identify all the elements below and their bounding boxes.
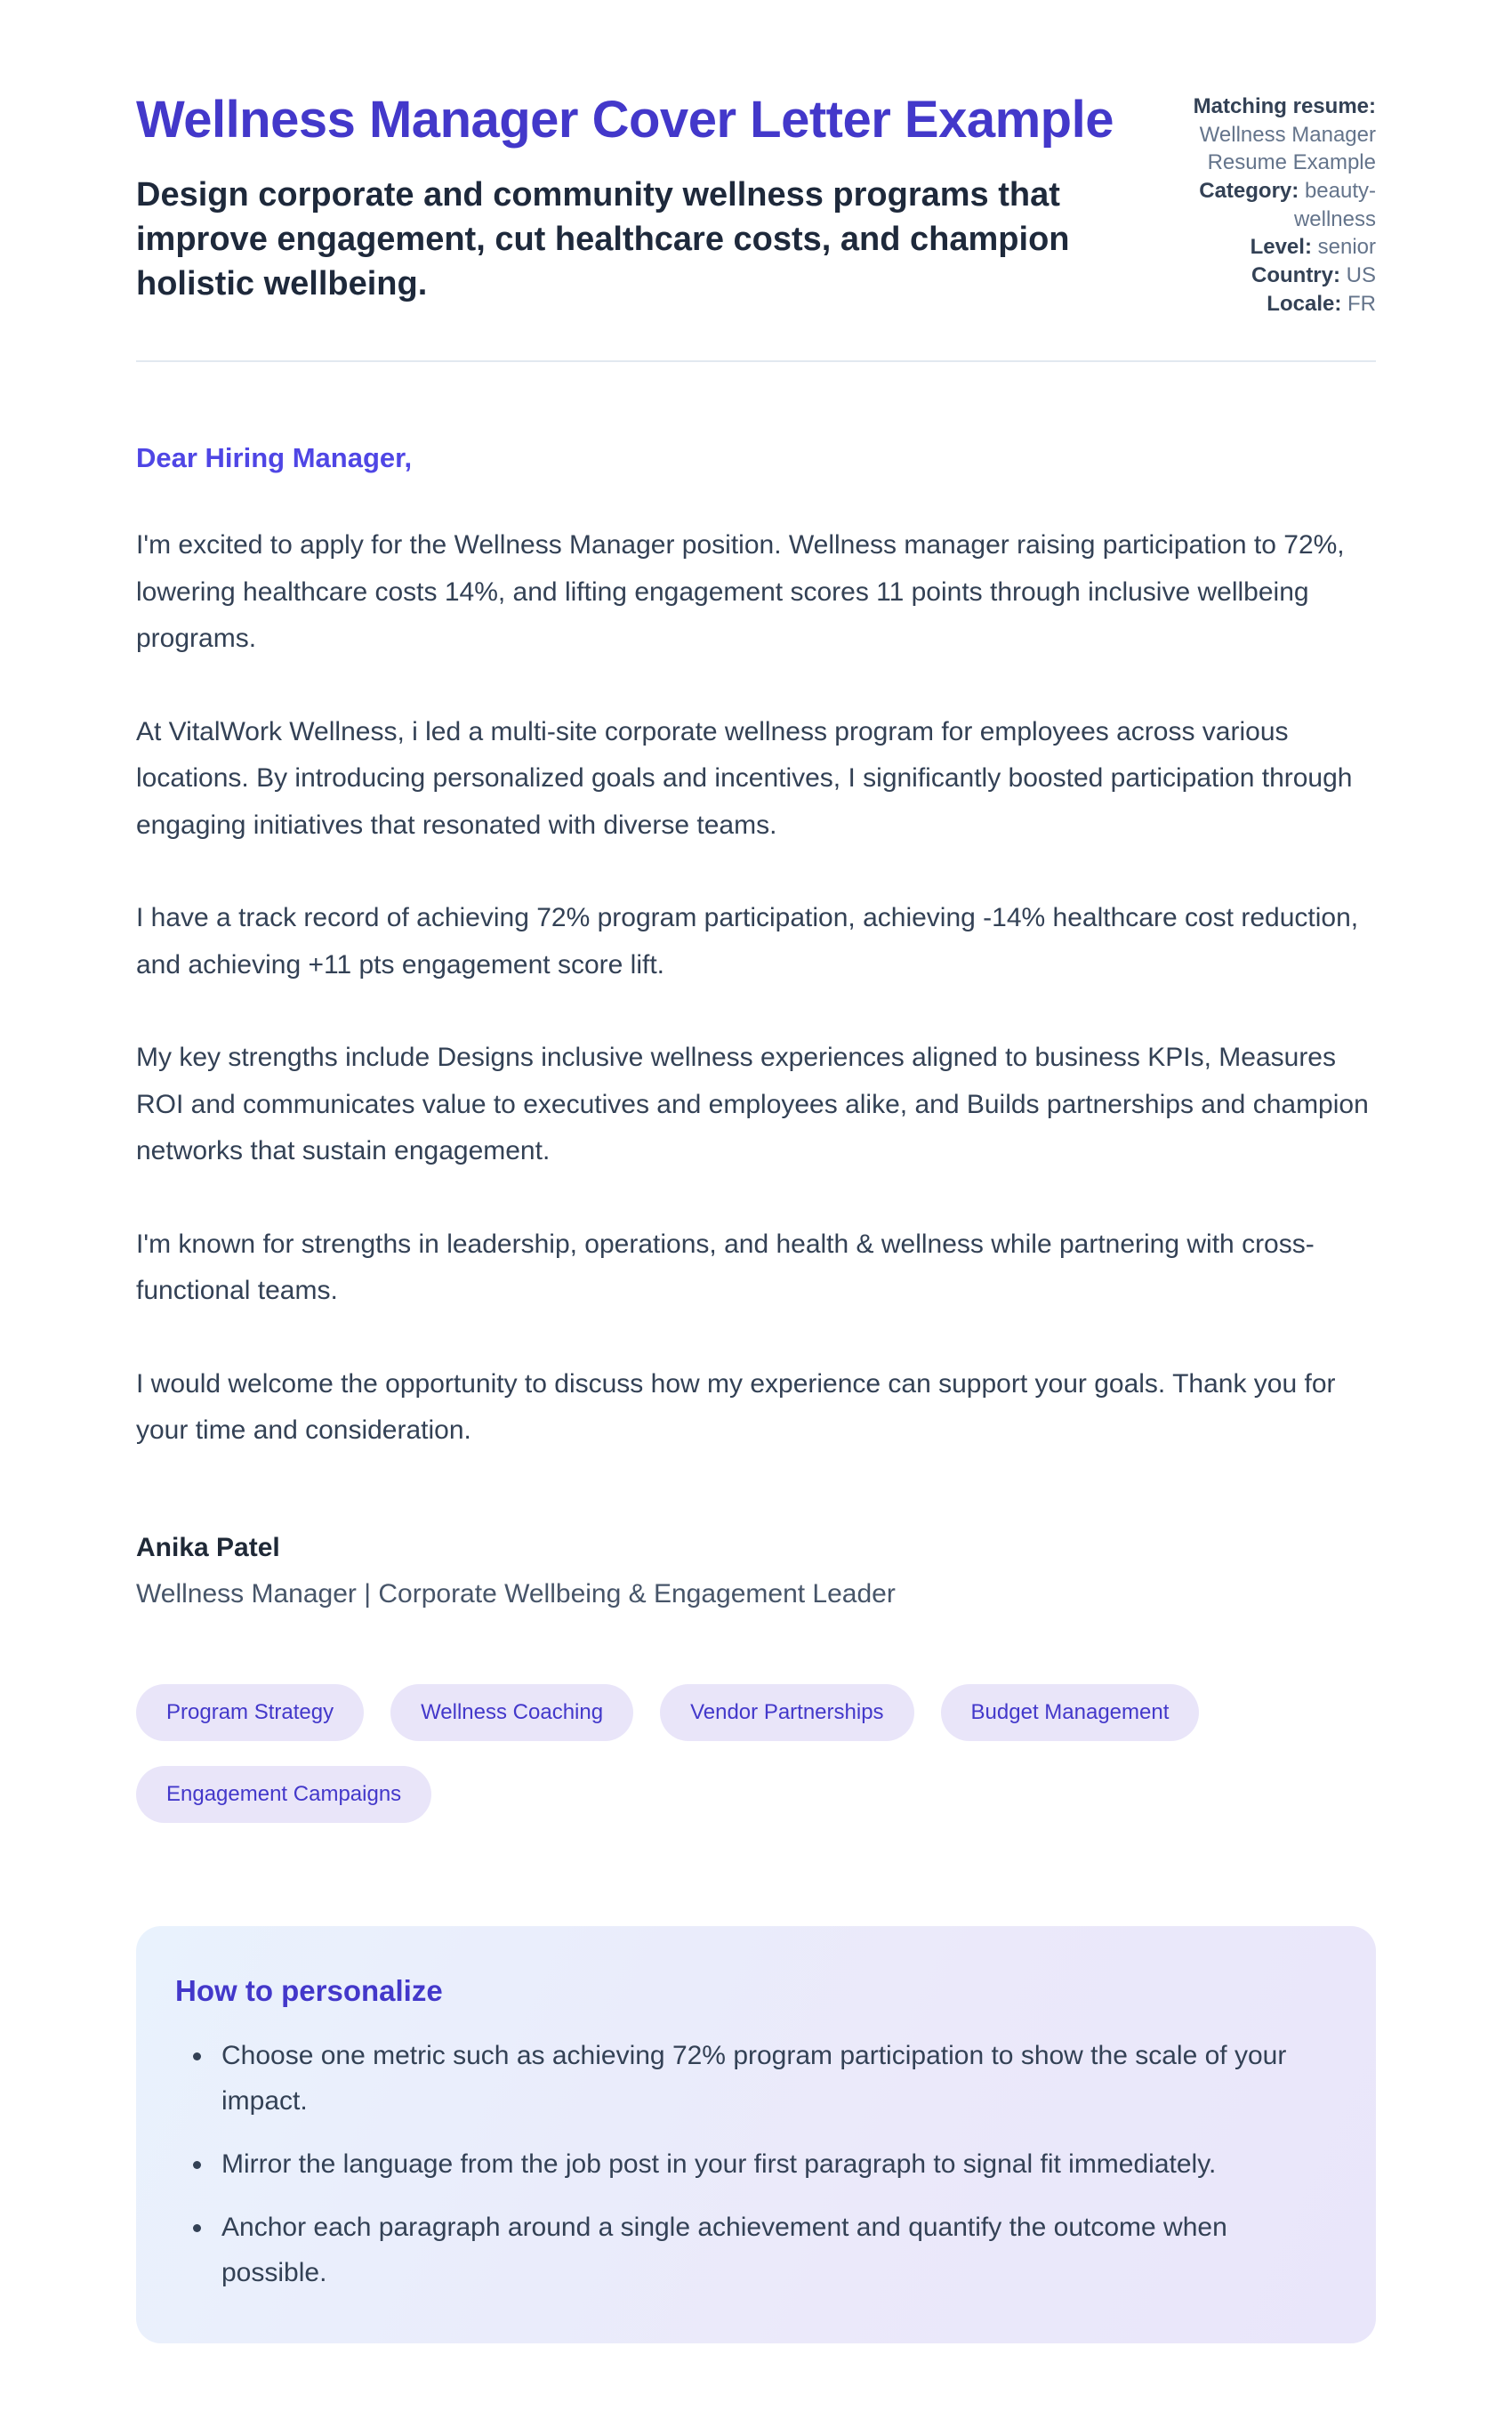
personalize-list — [175, 2033, 1323, 2295]
skill-tag-wellness-coaching[interactable]: Wellness Coaching — [390, 1684, 633, 1741]
skill-tags — [136, 1684, 1203, 1823]
meta-label-locale: Locale: — [1267, 291, 1342, 316]
letter-paragraph-1: I'm excited to apply for the Wellness Manager position. Wellness manager raising participation to 72%, lowering healthcare costs 14%, and lifting engagement scores 11 points through inclusive wellbeing programs. — [136, 530, 1345, 654]
letter-paragraph-4: My key strengths include Designs inclusive wellness experiences aligned to business KPIs, Measures ROI and communicates value to executives and employees alike, and Builds partnerships and champion networks that sustain engagement. — [136, 1043, 1369, 1166]
page-header — [136, 89, 1376, 318]
skill-tag-engagement-campaigns[interactable]: Engagement Campaigns — [136, 1766, 431, 1823]
meta-row-matching-resume — [1125, 93, 1376, 177]
letter-paragraph-6: I would welcome the opportunity to discuss how my experience can support your goals. Thank you for your time and consideration. — [136, 1368, 1336, 1446]
personalize-tip-1: • Choose one metric such as achieving 72% program participation to show the scale of your impact. — [214, 2033, 1323, 2124]
meta-panel — [1125, 89, 1376, 318]
header-title-block — [136, 89, 1114, 306]
meta-value-locale: FR — [1347, 291, 1376, 316]
signature-name: Anika Patel — [136, 1532, 280, 1562]
meta-label-category: Category: — [1199, 179, 1299, 204]
salutation: Dear Hiring Manager, — [136, 442, 413, 474]
skill-tag-program-strategy[interactable]: Program Strategy — [136, 1684, 364, 1741]
letter-paragraph-2: At VitalWork Wellness, i led a multi-site corporate wellness program for employees across various locations. By introducing personalized goals and incentives, I significantly boosted participation through engaging initiatives that resonated with diverse teams. — [136, 716, 1353, 840]
signature-title: Wellness Manager | Corporate Wellbeing & Engagement Leader — [136, 1578, 896, 1609]
meta-label-matching-resume: Matching resume: — [1193, 94, 1376, 118]
skill-tag-budget-management[interactable]: Budget Management — [941, 1684, 1200, 1741]
meta-row-country — [1125, 262, 1376, 290]
letter-paragraph-5: I'm known for strengths in leadership, operations, and health & wellness while partnering with cross-functional teams. — [136, 1229, 1315, 1306]
personalize-heading: How to personalize — [175, 1973, 443, 2007]
meta-row-category — [1125, 177, 1376, 233]
personalize-card — [136, 1926, 1376, 2343]
meta-row-level — [1125, 233, 1376, 262]
header-divider — [136, 360, 1376, 362]
page-subtitle: Design corporate and community wellness programs that improve engagement, cut healthcare costs, and champion holistic wellbeing. — [136, 175, 1070, 302]
meta-value-level: senior — [1317, 235, 1376, 260]
skill-tag-vendor-partnerships[interactable]: Vendor Partnerships — [660, 1684, 913, 1741]
meta-row-locale — [1125, 290, 1376, 318]
content-column — [136, 0, 1376, 2343]
meta-value-matching-resume[interactable]: Wellness Manager Resume Example — [1199, 122, 1376, 175]
meta-value-country: US — [1346, 263, 1376, 288]
meta-value-category: beauty-wellness — [1293, 179, 1376, 231]
cover-letter-body — [136, 442, 1376, 1609]
meta-label-level: Level: — [1250, 235, 1312, 260]
page-title: Wellness Manager Cover Letter Example — [136, 91, 1114, 149]
meta-label-country: Country: — [1251, 263, 1340, 288]
letter-paragraph-3: I have a track record of achieving 72% program participation, achieving -14% healthcare cost reduction, and achieving +11 pts engagement score lift. — [136, 903, 1359, 980]
personalize-tip-3: • Anchor each paragraph around a single achievement and quantify the outcome when possible. — [214, 2205, 1323, 2295]
personalize-tip-2: • Mirror the language from the job post in your first paragraph to signal fit immediately. — [214, 2141, 1323, 2187]
